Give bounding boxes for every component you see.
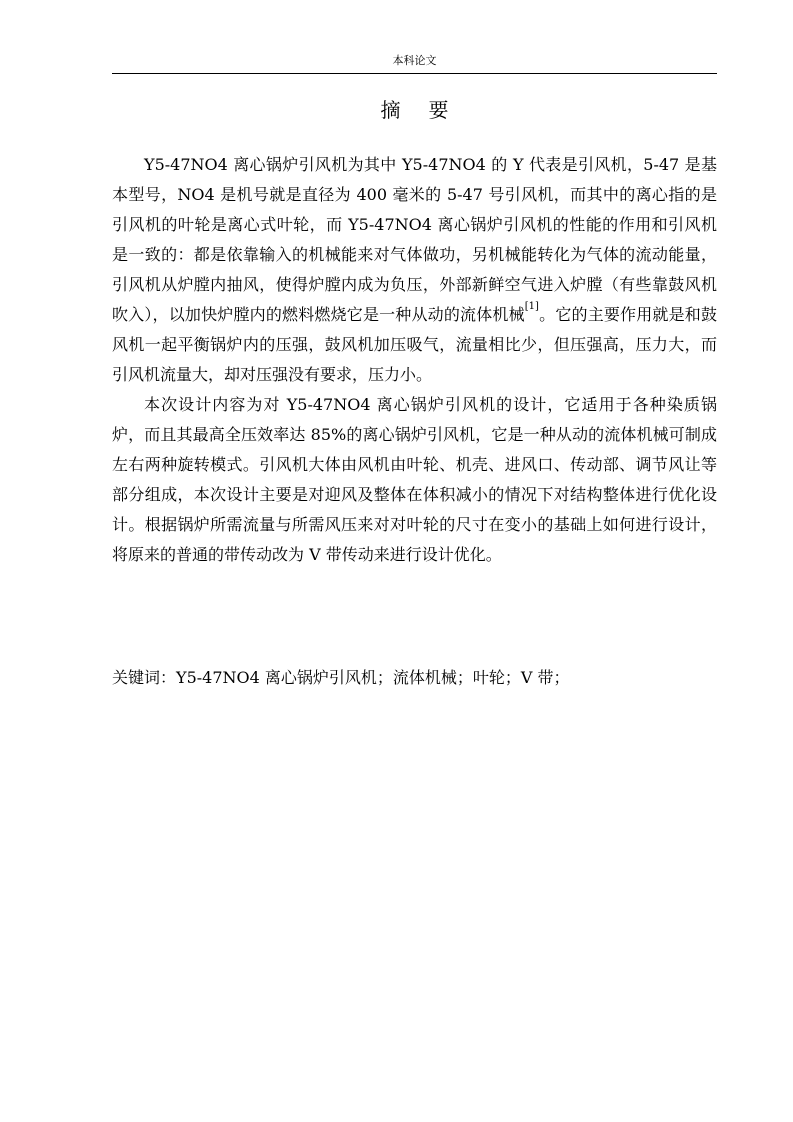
abstract-body [112, 150, 717, 570]
abstract-paragraph-1-text-a: Y5-47NO4 离心锅炉引风机为其中 Y5-47NO4 的 Y 代表是引风机，5-47 是基本型号，NO4 是机号就是直径为 400 毫米的 5-47 号引风机，而其中的离心指的是引风机的叶轮是离心式叶轮，而 Y5-47NO4 离心锅炉引风机的性能的作用和引风机是一致的：都是依靠输入的机械能来对气体做功，另机械能转化为气体的流动能量，引风机从炉膛内抽风，使得炉膛内成为负压，外部新鲜空气进入炉膛（有些靠鼓风机吹入），以加快炉膛内的燃料燃烧它是一种从动的流体机械 [112, 155, 717, 324]
page-title: 摘要 [380, 98, 477, 122]
running-header [112, 53, 717, 74]
citation-marker: [1] [524, 301, 539, 312]
abstract-paragraph-1 [112, 150, 717, 390]
keywords-text: Y5-47NO4 离心锅炉引风机；流体机械；叶轮；V 带； [176, 668, 570, 687]
running-header-title: 本科论文 [392, 54, 437, 67]
keywords-label: 关键词： [112, 668, 177, 687]
abstract-paragraph-2: 本次设计内容为对 Y5-47NO4 离心锅炉引风机的设计，它适用于各种染质锅炉，而且其最高全压效率达 85%的离心锅炉引风机，它是一种从动的流体机械可制成左右两种旋转模式。引风机大体由风机由叶轮、机壳、进风口、传动部、调节风让等部分组成，本次设计主要是对迎风及整体在体积减小的情况下对结构整体进行优化设计。根据锅炉所需流量与所需风压来对对叶轮的尺寸在变小的基础上如何进行设计，将原来的普通的带传动改为 V 带传动来进行设计优化。 [112, 395, 717, 564]
keywords-line [112, 663, 717, 693]
abstract-paragraph-1-text-b: 。它的主要作用就是和鼓风机一起平衡锅炉内的压强，鼓风机加压吸气，流量相比少，但压强高，压力大，而引风机流量大，却对压强没有要求，压力小。 [112, 305, 717, 384]
